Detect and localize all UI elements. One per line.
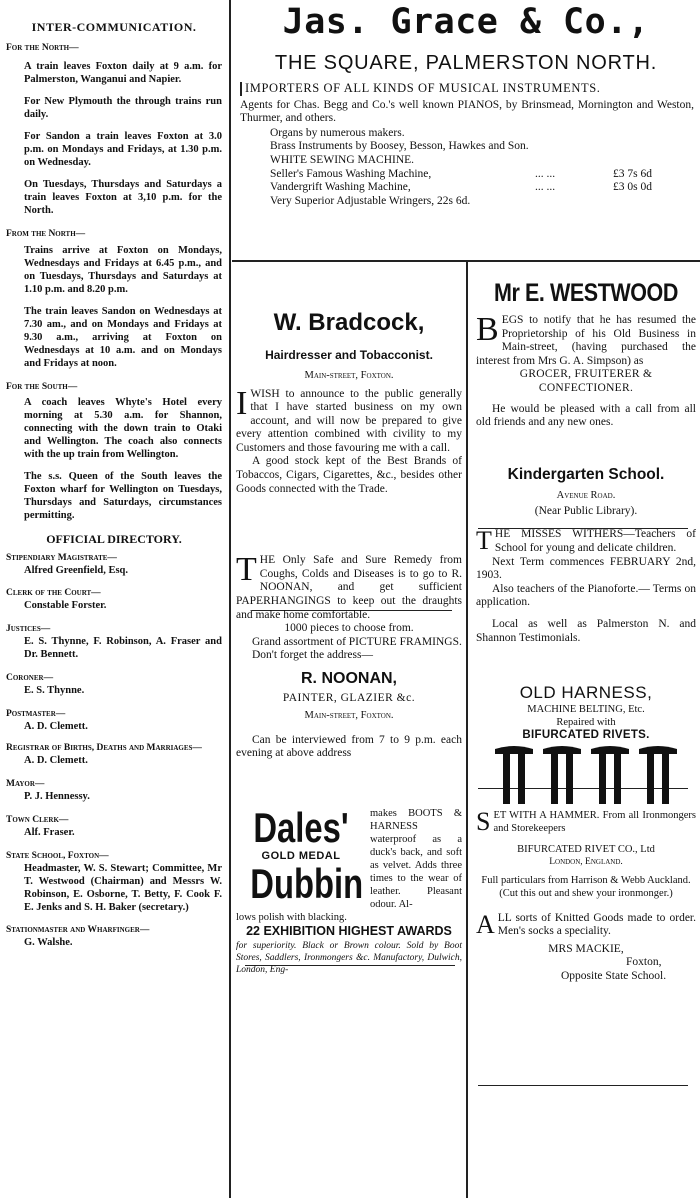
harness-full: Full particulars from Harrison & Webb Auckland. [481, 874, 691, 886]
stipendiary-name: Alfred Greenfield, Esq. [24, 565, 129, 576]
bradcock-trade: Hairdresser and Tobacconist. [265, 348, 433, 362]
town-clerk-name: Alf. Fraser. [24, 827, 75, 838]
north-item-4: On Tuesdays, Thursdays and Saturdays a train leaves Foxton at 3,10 p.m. for the North. [24, 178, 222, 216]
grace-seller-row [270, 168, 694, 182]
dales-logo [236, 803, 366, 911]
from-north-item-2: The train leaves Sandon on Wednesdays at 7.30 am., and on Mondays and Fridays at 9.30 a.m., arriving at Foxton on Wednesdays at 10 a.m. and on Mondays and Fridays at noon. [24, 305, 222, 369]
directory-title: OFFICIAL DIRECTORY. [46, 531, 182, 546]
noonan-trade: PAINTER, GLAZIER &c. [282, 692, 416, 704]
grace-seller: Seller's Famous Washing Machine, [270, 167, 432, 180]
clerk-court-name: Constable Forster. [24, 600, 107, 611]
bradcock-dropcap: I [236, 384, 248, 422]
justices-names: E. S. Thynne, F. Robinson, A. Fraser and Dr. Bennett. [24, 636, 222, 660]
kinder-body [476, 528, 696, 555]
school-committee: Headmaster, W. S. Stewart; Committee, Mr T. Westwood (Chairman) and Messrs W. Robinson, E. Osborne, T. Betty, F. Cook F. E. Jenks and S. H. Baker (secretary.) [24, 863, 222, 913]
kinder-piano: Also teachers of the Pianoforte.— Terms on application. [476, 582, 696, 609]
grace-address: THE SQUARE, PALMERSTON NORTH. [274, 52, 658, 74]
coroner-heading: Coroner— [6, 673, 54, 683]
south-item-2: The s.s. Queen of the South leaves the Foxton wharf for Wellington on Tuesdays, Thursdays and Saturdays, circumstances permitting. [24, 470, 222, 521]
grace-seller-price: £3 7s 6d [613, 167, 652, 180]
postmaster-name: A. D. Clemett. [24, 721, 88, 732]
bradcock-body-2: A good stock kept of the Best Brands of Tobaccos, Cigars, Cigarettes, &c., besides other Goods connected with the Trade. [236, 455, 462, 495]
kinder-local: Local as well as Palmerston N. and Shannon Testimonials. [476, 617, 696, 644]
harness-company: BIFURCATED RIVET CO., Ltd [517, 843, 655, 855]
dales-logo-mid: GOLD MEDAL [261, 849, 341, 862]
grace-name: Jas. Grace & Co., [282, 2, 650, 42]
harness-cut: (Cut this out and shew your ironmonger.) [499, 887, 673, 899]
noonan-pieces: 1000 pieces to choose from. [284, 622, 414, 635]
noonan-dropcap: T [236, 551, 257, 589]
right-column [470, 276, 700, 984]
registrar-heading: Registrar of Births, Deaths and Marriages— [6, 743, 202, 753]
from-north-item-1: Trains arrive at Foxton on Mondays, Wednesdays and Fridays at 6.45 p.m., and on Tuesdays, Thursdays and Saturdays at 1.10 p.m. and 8.20 p.m. [24, 244, 222, 295]
mackie-body-text: LL sorts of Knitted Goods made to order. Men's socks a speciality. [497, 911, 696, 938]
dales-side: makes BOOTS & HARNESS waterproof as a duck's back, and soft as velvet. Adds three times to the wear of leather. Pleasant odour. Al- [370, 807, 462, 910]
rivet-icon [639, 746, 677, 804]
town-clerk-heading: Town Clerk— [6, 815, 69, 825]
dales-allows: lows polish with blacking. [236, 911, 347, 923]
column-divider-right [466, 262, 468, 1198]
grace-wringers: Very Superior Adjustable Wringers, 22s 6d. [270, 194, 471, 207]
harness-set-text: ET WITH A HAMMER. From all Ironmongers and Storekeepers [493, 809, 696, 834]
noonan-hours: Can be interviewed from 7 to 9 p.m. each evening at above address [236, 733, 462, 760]
westwood-body [476, 311, 696, 368]
justices-heading: Justices— [6, 624, 51, 634]
mackie-body [476, 909, 696, 939]
postmaster-heading: Postmaster— [6, 709, 66, 719]
bradcock-body-1 [236, 384, 462, 456]
grace-vandergrift-row [270, 181, 694, 195]
harness-title: OLD HARNESS, [519, 683, 653, 703]
grace-importers: IMPORTERS OF ALL KINDS OF MUSICAL INSTRUMENTS. [240, 82, 694, 96]
school-heading: State School, Foxton— [6, 851, 109, 861]
grace-advert [234, 0, 698, 208]
dales-logo-top: Dales' [253, 803, 349, 851]
grace-vandergrift: Vandergrift Washing Machine, [270, 181, 411, 194]
mackie-name: MRS MACKIE, [548, 942, 624, 955]
stationmaster-heading: Stationmaster and Wharfinger— [6, 925, 150, 935]
noonan-body-text: HE Only Safe and Sure Remedy from Coughs, Colds and Diseases is to go to R. NOONAN, and get sufficient PAPERHANGINGS to keep out the draughts and make home comfortable. [236, 554, 462, 621]
noonan-grand: Grand assortment of PICTURE FRAMINGS. [252, 635, 462, 648]
rivet-icon [495, 746, 533, 804]
dales-foot: for superiority. Black or Brown colour. Sold by Boot Stores, Saddlers, Ironmongers &c. Manufactory, Dulwich, London, Eng- [236, 940, 462, 975]
kinder-title: Kindergarten School. [507, 465, 665, 483]
harness-sub: MACHINE BELTING, Etc. [527, 704, 645, 716]
dales-advert [236, 803, 462, 976]
harness-rivets: BIFURCATED RIVETS. [522, 729, 650, 742]
middle-column [236, 308, 462, 976]
grace-seller-dots: ... ... [535, 167, 556, 180]
rule-grace-bottom [232, 260, 700, 262]
intercom-title: INTER-COMMUNICATION. [31, 20, 197, 34]
rivet-icon [543, 746, 581, 804]
grace-brass: Brass Instruments by Boosey, Besson, Hawkes and Son. [270, 140, 529, 153]
westwood-dropcap: B [476, 311, 499, 348]
harness-dropcap: S [476, 806, 491, 836]
kinder-term: Next Term commences FEBRUARY 2nd, 1903. [476, 555, 696, 582]
kinder-dropcap: T [476, 526, 492, 556]
mayor-heading: Mayor— [6, 779, 45, 789]
westwood-body-text: EGS to notify that he has resumed the Proprietorship of his Old Business in Main-street, (having purchased the interest from Mrs G. A. Simpson) as [476, 314, 696, 367]
directory-column [0, 0, 228, 1198]
harness-repaired: Repaired with [556, 717, 616, 729]
north-item-1: A train leaves Foxton daily at 9 a.m. for Palmerston, Wanganui and Napier. [24, 60, 222, 85]
north-item-3: For Sandon a train leaves Foxton at 3.0 p.m. on Mondays and Fridays, at 1.30 p.m. on Wednesday. [24, 130, 222, 168]
westwood-name: Mr E. WESTWOOD [494, 279, 678, 307]
kinder-near: (Near Public Library). [534, 504, 638, 517]
rivet-icon [591, 746, 629, 804]
mackie-opposite: Opposite State School. [561, 970, 667, 983]
noonan-address: Main-street, Foxton. [304, 709, 394, 721]
grace-sewing: WHITE SEWING MACHINE. [270, 153, 415, 166]
registrar-name: A. D. Clemett. [24, 755, 88, 766]
north-heading: For the North— [6, 42, 79, 53]
harness-set [476, 806, 696, 836]
grace-agents: Agents for Chas. Begg and Co.'s well known PIANOS, by Brinsmead, Mornington and Weston, Thurmer, and others. [240, 98, 694, 125]
westwood-body-2: He would be pleased with a call from all old friends and any new ones. [476, 402, 696, 429]
noonan-body [236, 551, 462, 622]
mackie-town: Foxton, [626, 956, 662, 969]
rivets-illustration [477, 745, 695, 807]
dales-logo-bottom: Dubbin [250, 859, 364, 907]
kinder-body-text: HE MISSES WITHERS—Teachers of School for young and delicate children. [494, 528, 696, 554]
coroner-name: E. S. Thynne. [24, 685, 85, 696]
mayor-name: P. J. Hennessy. [24, 791, 90, 802]
noonan-forget: Don't forget the address— [252, 649, 373, 662]
stipendiary-heading: Stipendiary Magistrate— [6, 553, 117, 563]
bradcock-address: Main-street, Foxton. [304, 369, 394, 381]
mackie-dropcap: A [476, 909, 495, 939]
clerk-court-heading: Clerk of the Court— [6, 588, 101, 598]
dales-awards: 22 EXHIBITION HIGHEST AWARDS [246, 923, 452, 938]
kinder-road: Avenue Road. [556, 489, 616, 501]
stationmaster-name: G. Walshe. [24, 937, 73, 948]
noonan-name: R. NOONAN, [301, 670, 397, 687]
south-item-1: A coach leaves Whyte's Hotel every morning at 5.30 a.m. for Shannon, connecting with the down train to Otaki and Wellington. The coach also connects with the up train from Wellington. [24, 396, 222, 460]
grace-organs: Organs by numerous makers. [270, 126, 405, 139]
column-divider-left [229, 0, 231, 1198]
grace-vandergrift-price: £3 0s 0d [613, 181, 652, 194]
grace-vandergrift-dots: ... ... [535, 181, 556, 194]
from-north-heading: From the North— [6, 228, 86, 239]
harness-london: London, England. [549, 856, 623, 867]
bradcock-name: W. Bradcock, [273, 309, 425, 336]
rule-harness-bottom [478, 1085, 688, 1086]
north-item-2: For New Plymouth the through trains run daily. [24, 95, 222, 120]
bradcock-body-text: WISH to announce to the public generally that I have started business on my own account, and will now be prepared to give every attention combined with civility to my Customers and those favouring me with a call. [236, 387, 462, 454]
westwood-trade: GROCER, FRUITERER & CONFECTIONER. [519, 368, 653, 394]
south-heading: For the South— [6, 381, 78, 392]
